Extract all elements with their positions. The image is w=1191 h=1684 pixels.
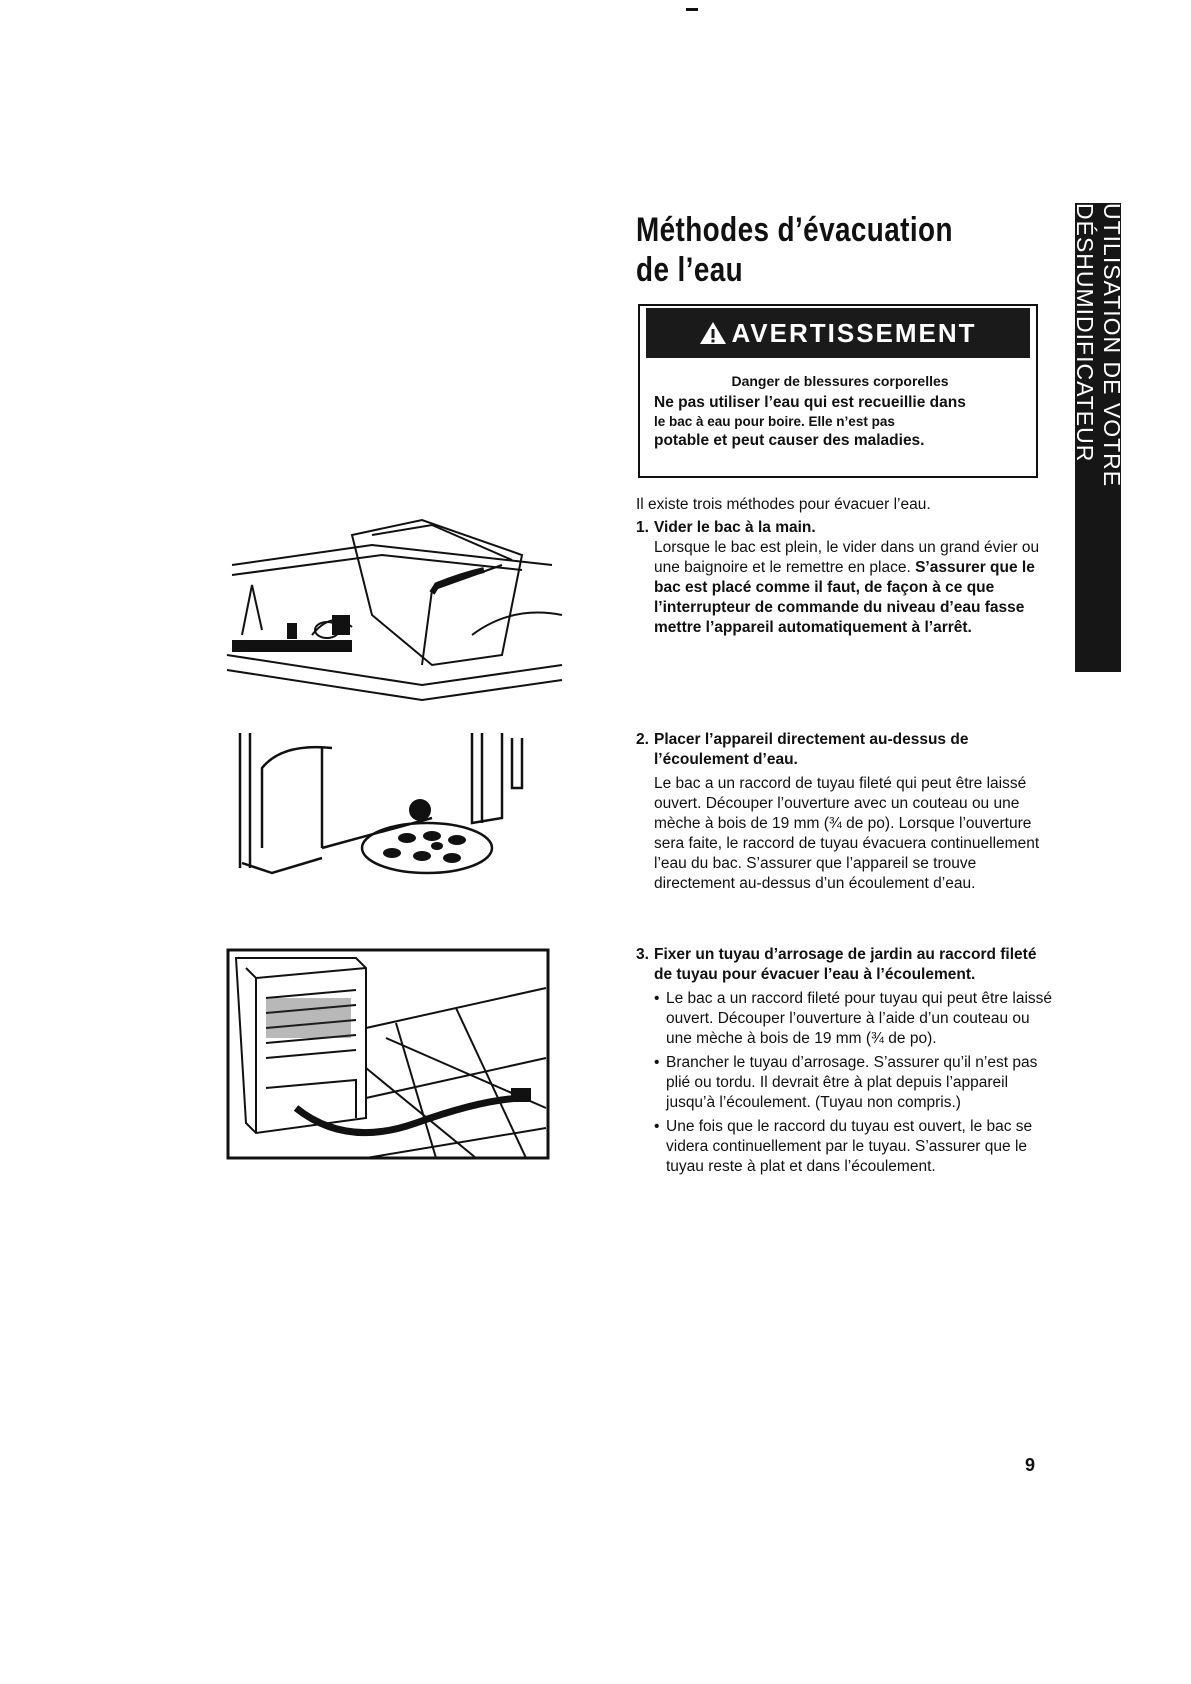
section-side-tab xyxy=(1072,203,1125,672)
step-1-text xyxy=(654,538,1056,638)
warning-header xyxy=(646,308,1030,358)
illustration-floor-drain xyxy=(232,728,552,878)
warning-line-1: Ne pas utiliser l’eau qui est recueillie dans xyxy=(654,394,966,411)
warning-line-3: potable et peut causer des maladies. xyxy=(654,432,925,449)
illustration-empty-bucket xyxy=(222,515,572,705)
warning-box xyxy=(638,304,1038,478)
step-2 xyxy=(636,730,1056,894)
step-3-bullet-3: • Une fois que le raccord du tuyau est ouvert, le bac se videra continuellement par le tuyau. S’assurer que le tuyau reste à plat et dans l’écoulement. xyxy=(654,1117,1056,1177)
page-number: 9 xyxy=(1025,1455,1036,1475)
warning-danger: Danger de blessures corporelles xyxy=(731,373,949,389)
warning-line-2: le bac à eau pour boire. Elle n’est pas xyxy=(654,414,895,429)
step-2-number: 2. xyxy=(636,731,649,748)
warning-header-label: AVERTISSEMENT xyxy=(731,317,977,348)
step-2-heading: Placer l’appareil directement au-dessus de l’écoulement d’eau. xyxy=(654,731,969,768)
step-1-number: 1. xyxy=(636,519,649,536)
bullet-text: Brancher le tuyau d’arrosage. S’assurer qu’il n’est pas plié ou tordu. Il devrait être à plat depuis l’appareil jusqu’à l’écoulement. (Tuyau non compris.) xyxy=(666,1054,1038,1111)
illustration-garden-hose xyxy=(226,948,551,1160)
scan-mark xyxy=(686,8,698,11)
step-3-bullet-1: • Le bac a un raccord fileté pour tuyau qui peut être laissé ouvert. Découper l’ouverture à l’aide d’un couteau ou une mèche à bois de 19 mm (¾ de po). xyxy=(654,989,1056,1049)
step-1-body: Lorsque le bac est plein, le vider dans un grand évier ou une baignoire et le remettre en place. xyxy=(654,539,1040,576)
intro-text: Il existe trois méthodes pour évacuer l’eau. xyxy=(636,496,931,513)
page-title: Méthodes d’évacuation de l’eau xyxy=(636,211,953,289)
step-3-bullet-2: • Brancher le tuyau d’arrosage. S’assurer qu’il n’est pas plié ou tordu. Il devrait être à plat depuis l’appareil jusqu’à l’écoulement. (Tuyau non compris.) xyxy=(654,1053,1056,1113)
step-3-heading: Fixer un tuyau d’arrosage de jardin au raccord fileté de tuyau pour évacuer l’eau à l’écoulement. xyxy=(654,946,1037,983)
side-tab-label: UTILISATION DE VOTRE DÉSHUMIDIFICATEUR xyxy=(1072,203,1125,488)
bullet-text: Le bac a un raccord fileté pour tuyau qui peut être laissé ouvert. Découper l’ouverture à l’aide d’un couteau ou une mèche à bois de 19 mm (¾ de po). xyxy=(666,990,1053,1047)
step-3-number: 3. xyxy=(636,946,649,963)
step-1 xyxy=(636,518,1056,638)
warning-text xyxy=(654,372,1026,450)
warning-triangle-icon xyxy=(699,321,727,345)
bullet-text: Une fois que le raccord du tuyau est ouvert, le bac se videra continuellement par le tuyau. S’assurer que le tuyau reste à plat et dans l’écoulement. xyxy=(666,1118,1033,1175)
step-3 xyxy=(636,945,1056,1181)
step-1-bold-body: S’assurer que le bac est placé comme il faut, de façon à ce que l’interrupteur de commande du niveau d’eau fasse mettre l’appareil automatiquement à l’arrêt. xyxy=(654,559,1035,636)
step-2-body: Le bac a un raccord de tuyau fileté qui peut être laissé ouvert. Découper l’ouverture avec un couteau ou une mèche à bois de 19 mm (¾ de po). Lorsque l’ouverture sera faite, le raccord de tuyau évacuera continuellement l’eau du bac. S’assurer que l’appareil se trouve directement au-dessus d’un écoulement d’eau. xyxy=(654,775,1040,892)
step-1-heading: Vider le bac à la main. xyxy=(654,519,816,536)
